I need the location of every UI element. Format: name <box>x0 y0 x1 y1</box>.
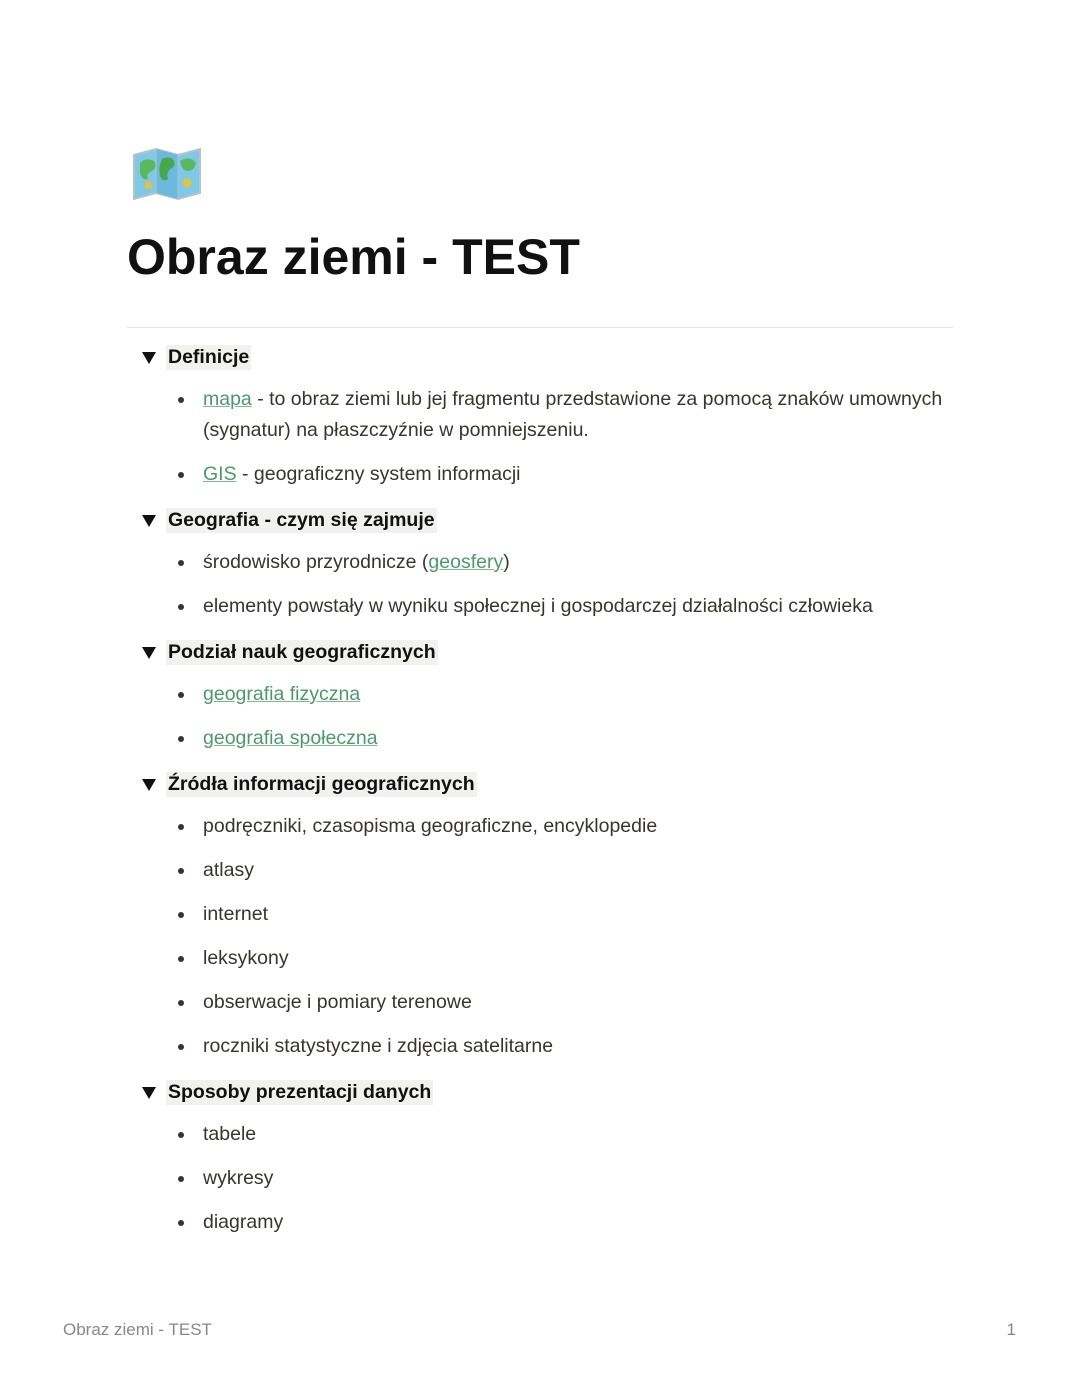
triangle-down-icon[interactable] <box>142 1087 156 1099</box>
list-item-text: wykresy <box>203 1167 274 1189</box>
toggle-header[interactable] <box>140 503 960 537</box>
bullet-list <box>140 811 960 1062</box>
list-item-text: obserwacje i pomiary terenowe <box>203 991 472 1013</box>
link-gis[interactable]: GIS <box>203 463 237 485</box>
bullet-dot-icon <box>178 956 184 962</box>
triangle-down-icon[interactable] <box>142 352 156 364</box>
list-item <box>140 811 960 842</box>
toggle-title: Definicje <box>168 345 250 368</box>
bullet-dot-icon <box>178 1044 184 1050</box>
list-item-text: środowisko przyrodnicze (geosfery) <box>203 551 510 573</box>
link-geografia-spoleczna[interactable]: geografia społeczna <box>203 727 378 749</box>
list-item <box>140 723 960 754</box>
list-item-text: elementy powstały w wyniku społecznej i gospodarczej działalności człowieka <box>203 595 873 617</box>
list-item-text: GIS - geograficzny system informacji <box>203 463 521 485</box>
toggle-geografia <box>140 503 960 622</box>
bullet-dot-icon <box>178 912 184 918</box>
page-content <box>140 340 960 1251</box>
bullet-dot-icon <box>178 1176 184 1182</box>
link-geografia-fizyczna[interactable]: geografia fizyczna <box>203 683 361 705</box>
list-item-text: leksykony <box>203 947 289 969</box>
list-item-text <box>203 723 960 754</box>
footer-title: Obraz ziemi - TEST <box>63 1320 212 1339</box>
bullet-list <box>140 679 960 754</box>
bullet-list <box>140 384 960 490</box>
triangle-down-icon[interactable] <box>142 779 156 791</box>
toggle-title: Źródła informacji geograficznych <box>168 772 475 795</box>
list-item-text <box>203 679 960 710</box>
bullet-list <box>140 1119 960 1238</box>
link-geosfery[interactable]: geosfery <box>428 551 504 573</box>
list-item <box>140 899 960 930</box>
list-item-text: atlasy <box>203 859 254 881</box>
bullet-dot-icon <box>178 1220 184 1226</box>
toggle-title: Podział nauk geograficznych <box>168 640 436 663</box>
toggle-podzial <box>140 635 960 754</box>
list-item-text: roczniki statystyczne i zdjęcia satelitarne <box>203 1035 554 1057</box>
toggle-title: Geografia - czym się zajmuje <box>168 508 435 531</box>
triangle-down-icon[interactable] <box>142 515 156 527</box>
divider <box>127 327 953 328</box>
bullet-list <box>140 547 960 622</box>
list-item <box>140 1119 960 1150</box>
bullet-dot-icon <box>178 560 184 566</box>
list-item <box>140 679 960 710</box>
triangle-down-icon[interactable] <box>142 647 156 659</box>
list-item <box>140 943 960 974</box>
toggle-sposoby <box>140 1075 960 1238</box>
list-item <box>140 855 960 886</box>
list-item <box>140 459 960 490</box>
toggle-header[interactable] <box>140 1075 960 1109</box>
list-item-text: podręczniki, czasopisma geograficzne, encyklopedie <box>203 815 658 837</box>
list-item <box>140 1163 960 1194</box>
bullet-dot-icon <box>178 604 184 610</box>
bullet-dot-icon <box>178 1000 184 1006</box>
list-item <box>140 1207 960 1238</box>
toggle-title: Sposoby prezentacji danych <box>168 1080 432 1103</box>
toggle-zrodla <box>140 767 960 1062</box>
list-item-text: internet <box>203 903 269 925</box>
list-item <box>140 591 960 622</box>
toggle-header[interactable] <box>140 767 960 801</box>
footer-page-number: 1 <box>1006 1320 1016 1339</box>
list-item-text: tabele <box>203 1123 257 1145</box>
list-item <box>140 547 960 578</box>
toggle-definicje <box>140 340 960 490</box>
bullet-dot-icon <box>178 824 184 830</box>
bullet-dot-icon <box>178 397 184 403</box>
toggle-header[interactable] <box>140 635 960 669</box>
list-item <box>140 987 960 1018</box>
bullet-dot-icon <box>178 1132 184 1138</box>
list-item-text: mapa - to obraz ziemi lub jej fragmentu przedstawione za pomocą znaków umownych (sygnatur) na płaszczyźnie w pomniejszeniu. <box>203 388 943 441</box>
world-map-icon <box>132 147 202 201</box>
toggle-header[interactable] <box>140 340 960 374</box>
link-mapa[interactable]: mapa <box>203 388 252 410</box>
list-item <box>140 1031 960 1062</box>
page-title: Obraz ziemi - TEST <box>127 229 580 285</box>
bullet-dot-icon <box>178 736 184 742</box>
list-item <box>140 384 960 446</box>
list-item-text: diagramy <box>203 1211 284 1233</box>
bullet-dot-icon <box>178 692 184 698</box>
bullet-dot-icon <box>178 472 184 478</box>
bullet-dot-icon <box>178 868 184 874</box>
